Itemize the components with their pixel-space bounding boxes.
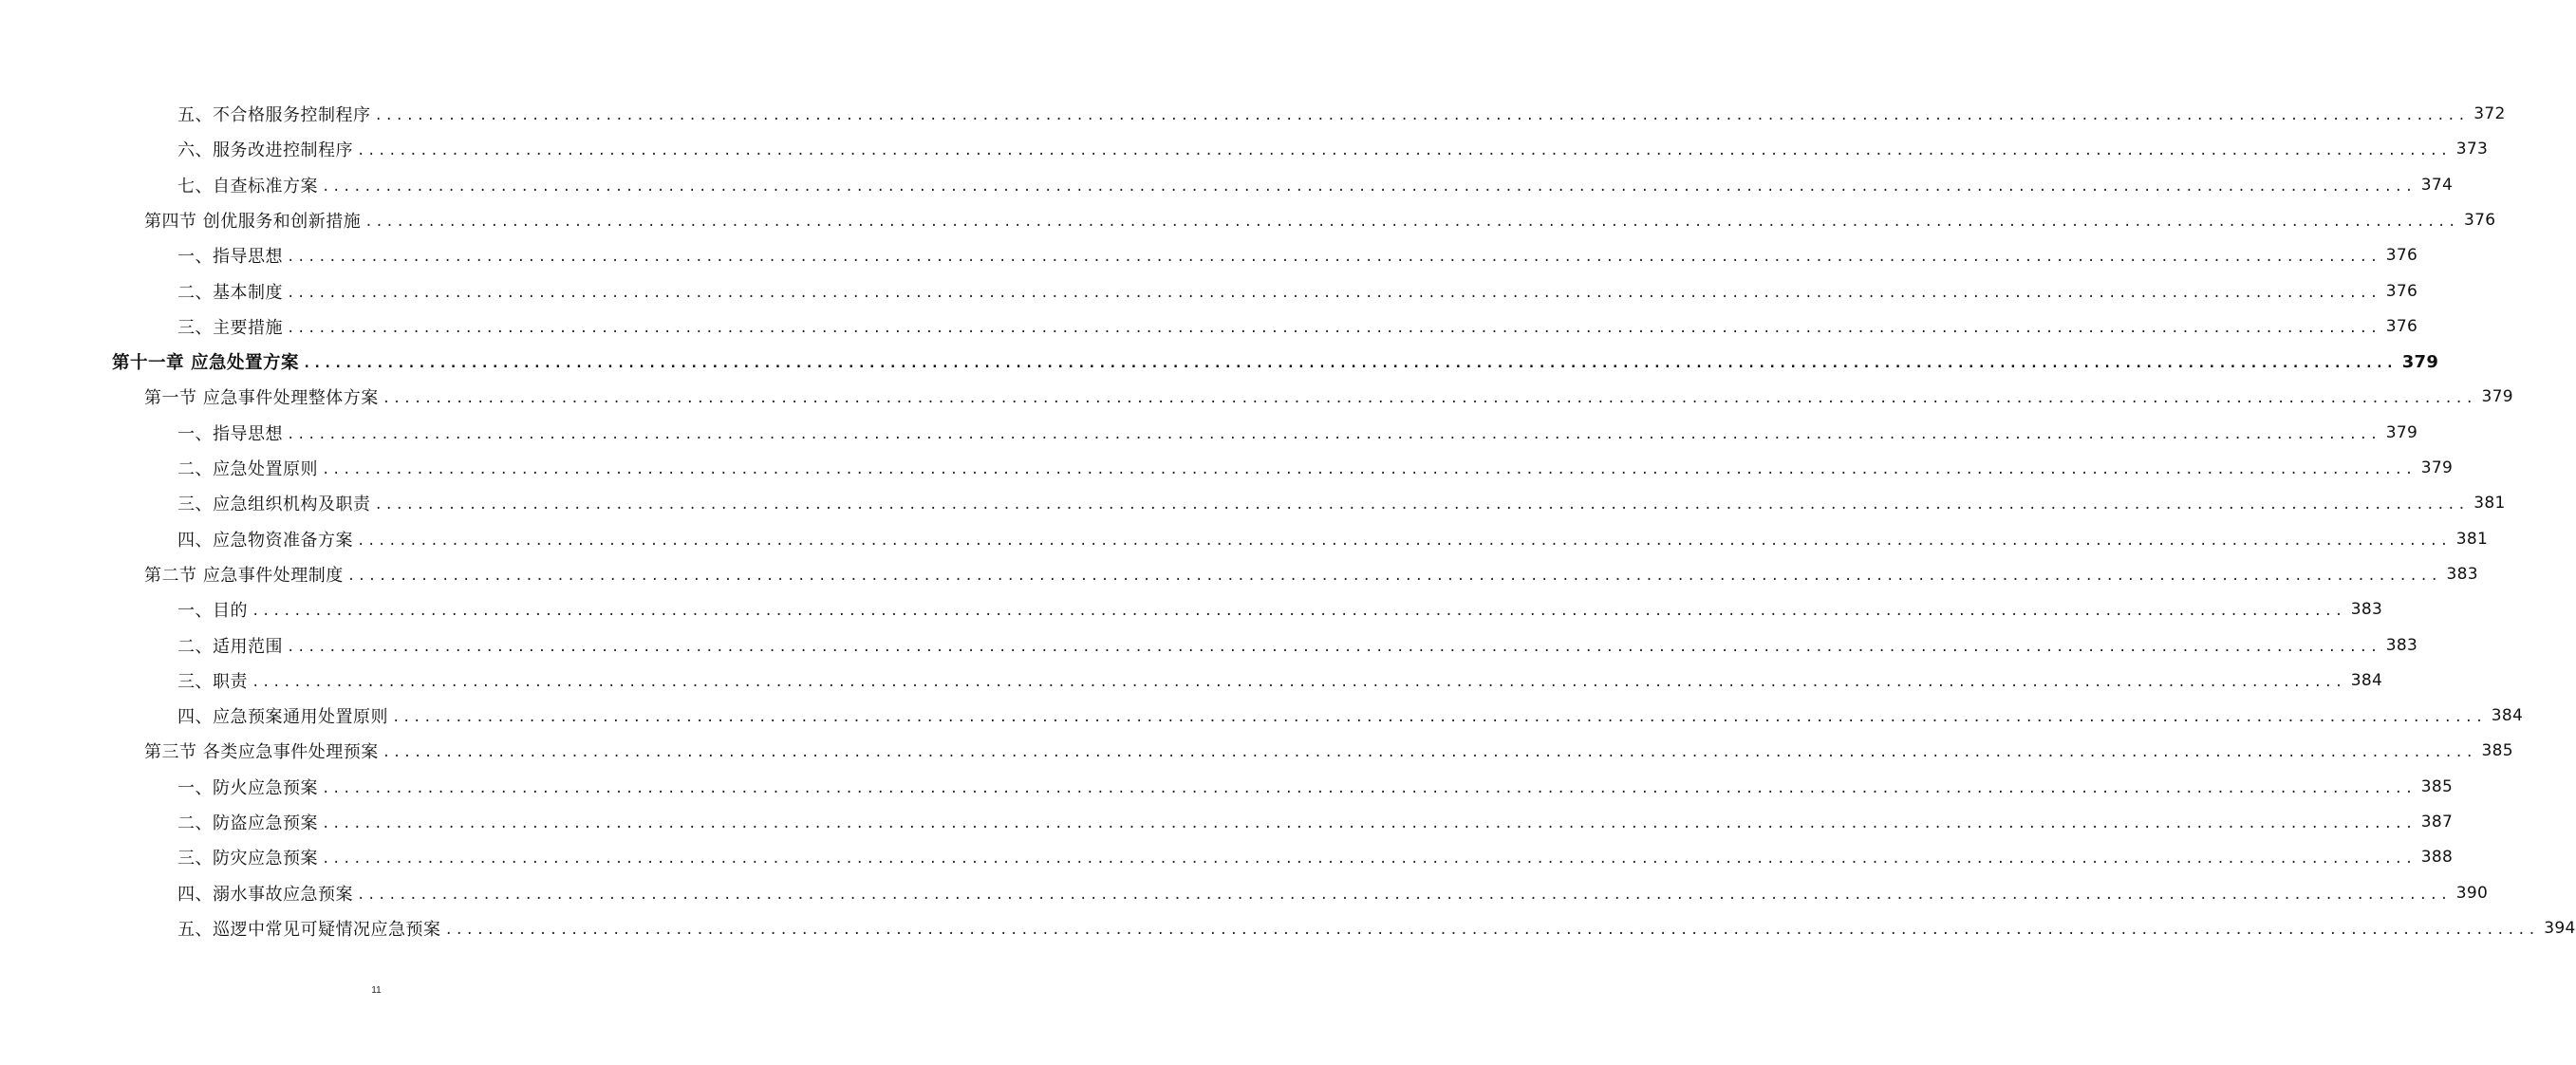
toc-entry-page-number: 381 [2455,529,2489,549]
toc-entry-title: 五、巡逻中常见可疑情况应急预案 [177,919,441,940]
toc-entry-item[interactable] [177,168,2454,202]
toc-entry-item[interactable] [177,522,2489,556]
toc-entry-item[interactable] [177,663,2383,698]
toc-dot-leader: ........................................................................................................................................................................................................ [374,497,2469,514]
toc-entry-page-number: 383 [2446,564,2478,584]
toc-entry-page-number: 374 [2420,175,2454,195]
toc-dot-leader: ........................................................................................................................................................................................................ [287,426,2380,442]
toc-entry-title: 三、应急组织机构及职责 [177,495,371,515]
toc-entry-page-number: 383 [2350,600,2383,620]
toc-entry-chapter[interactable] [112,345,2439,379]
toc-entry-page-number: 376 [2385,246,2418,266]
toc-entry-item[interactable] [177,592,2383,626]
toc-entry-item[interactable] [177,770,2454,804]
toc-entry-page-number: 390 [2455,883,2489,903]
toc-entry-section[interactable] [144,734,2513,768]
toc-entry-title: 六、服务改进控制程序 [177,140,353,161]
toc-dot-leader: ........................................................................................................................................................................................................ [357,143,2451,159]
toc-entry-page-number: 376 [2385,281,2418,301]
toc-entry-page-number: 379 [2481,387,2513,407]
toc-entry-item[interactable] [177,274,2418,308]
toc-entry-page-number: 383 [2385,635,2418,655]
toc-entry-title: 二、应急处置原则 [177,459,318,479]
page-footer-number: 11 [371,985,382,996]
toc-entry-section[interactable] [144,557,2478,591]
toc-entry-item[interactable] [177,699,2524,733]
toc-entry-title: 二、适用范围 [177,636,283,657]
toc-dot-leader: ........................................................................................................................................................................................................ [252,604,2345,620]
toc-entry-title: 四、应急物资准备方案 [177,530,353,551]
toc-dot-leader: ........................................................................................................................................................................................................ [287,639,2380,655]
toc-entry-page-number: 372 [2473,104,2506,123]
toc-entry-title: 一、指导思想 [177,247,283,268]
toc-entry-title: 二、防盗应急预案 [177,813,318,833]
toc-dot-leader: ........................................................................................................................................................................................................ [322,780,2416,796]
toc-dot-leader: ........................................................................................................................................................................................................ [287,285,2380,301]
toc-dot-leader: ........................................................................................................................................................................................................ [302,356,2397,372]
toc-entry-title: 五、不合格服务控制程序 [177,105,371,125]
toc-entry-item[interactable] [177,416,2418,450]
toc-dot-leader: ........................................................................................................................................................................................................ [392,710,2486,726]
toc-dot-leader: ........................................................................................................................................................................................................ [382,745,2476,761]
toc-entry-page-number: 376 [2385,316,2418,336]
toc-dot-leader: ........................................................................................................................................................................................................ [322,462,2416,477]
toc-entry-title: 一、目的 [177,601,248,622]
toc-entry-item[interactable] [177,451,2454,485]
toc-entry-item[interactable] [177,840,2454,874]
toc-entry-title: 七、自查标准方案 [177,176,318,196]
toc-entry-title: 四、应急预案通用处置原则 [177,707,388,728]
toc-entry-title: 第三节 各类应急事件处理预案 [144,742,379,763]
toc-dot-leader: ........................................................................................................................................................................................................ [322,816,2416,831]
toc-entry-page-number: 381 [2473,494,2506,514]
toc-entry-page-number: 379 [2401,351,2439,372]
toc-entry-item[interactable] [177,486,2506,520]
toc-entry-page-number: 385 [2420,776,2454,796]
toc-entry-page-number: 384 [2491,706,2524,726]
toc-entry-item[interactable] [177,309,2418,344]
toc-dot-leader: ........................................................................................................................................................................................................ [382,391,2476,407]
toc-entry-page-number: 379 [2420,458,2454,477]
toc-dot-leader: ........................................................................................................................................................................................................ [322,851,2416,868]
toc-entry-item[interactable] [177,805,2454,839]
toc-entry-item[interactable] [177,876,2489,910]
toc-entry-page-number: 394 [2544,918,2576,938]
toc-entry-title: 二、基本制度 [177,282,283,303]
toc-entry-page-number: 373 [2455,140,2489,159]
toc-dot-leader: ........................................................................................................................................................................................................ [346,568,2441,584]
toc-entry-item[interactable] [177,911,2576,945]
toc-entry-item[interactable] [177,97,2506,131]
toc-entry-title: 四、溺水事故应急预案 [177,884,353,905]
toc-dot-leader: ........................................................................................................................................................................................................ [287,250,2380,266]
toc-dot-leader: ........................................................................................................................................................................................................ [322,178,2416,195]
toc-dot-leader: ........................................................................................................................................................................................................ [252,674,2345,690]
toc-dot-leader: ........................................................................................................................................................................................................ [374,108,2469,123]
toc-entry-page-number: 384 [2350,670,2383,690]
toc-dot-leader: ........................................................................................................................................................................................................ [357,887,2451,903]
toc-entry-section[interactable] [144,203,2496,237]
toc-entry-title: 第十一章 应急处置方案 [112,353,299,374]
toc-dot-leader: ........................................................................................................................................................................................................ [287,320,2380,336]
toc-dot-leader: ........................................................................................................................................................................................................ [357,532,2451,549]
toc-entry-page-number: 376 [2463,210,2496,230]
toc-entry-page-number: 388 [2420,848,2454,868]
toc-entry-page-number: 379 [2385,422,2418,442]
toc-entry-title: 一、指导思想 [177,423,283,444]
toc-entry-title: 第一节 应急事件处理整体方案 [144,388,379,409]
toc-entry-item[interactable] [177,628,2418,663]
toc-entry-title: 一、防火应急预案 [177,777,318,798]
toc-dot-leader: ........................................................................................................................................................................................................ [444,922,2539,938]
toc-entry-title: 三、主要措施 [177,317,283,338]
toc-entry-title: 三、职责 [177,671,248,692]
toc-entry-item[interactable] [177,238,2418,272]
toc-entry-title: 三、防灾应急预案 [177,849,318,869]
toc-entry-title: 第四节 创优服务和创新措施 [144,211,362,232]
toc-entry-page-number: 385 [2481,741,2513,761]
toc-entry-section[interactable] [144,380,2513,414]
toc-dot-leader: ........................................................................................................................................................................................................ [364,214,2458,230]
toc-entry-title: 第二节 应急事件处理制度 [144,565,344,586]
toc-entry-page-number: 387 [2420,813,2454,831]
toc-entry-item[interactable] [177,132,2489,166]
